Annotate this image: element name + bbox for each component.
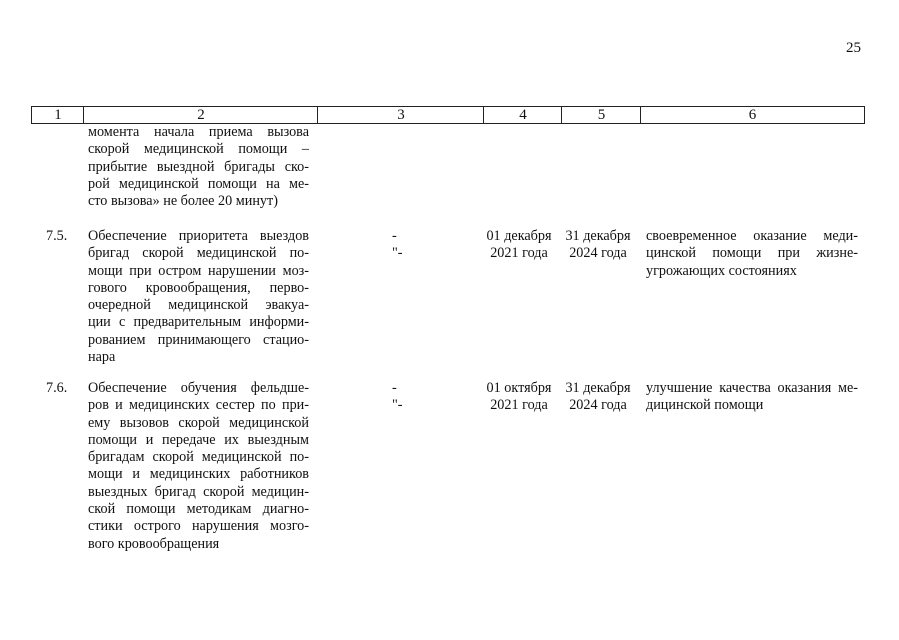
row-result <box>646 380 858 415</box>
date-line: 2021 года <box>490 245 548 262</box>
row-end-date <box>561 228 635 263</box>
date-line: 2021 года <box>490 397 548 414</box>
date-line: 2024 года <box>569 397 627 414</box>
text-line: гового кровообращения, перво- <box>88 279 309 296</box>
text-line: прибытие выездной бригады ско- <box>88 158 309 175</box>
text-line: цинской помощи при жизне- <box>646 245 858 262</box>
date-line: 01 декабря <box>486 228 552 244</box>
row-end-date <box>561 380 635 415</box>
text-line: скорой медицинской помощи – <box>88 141 309 158</box>
row-description <box>88 228 309 366</box>
text-line: улучшение качества оказания ме- <box>646 380 858 396</box>
text-line: рой медицинской помощи на ме- <box>88 175 309 192</box>
text-line: ров и медицинских сестер по при- <box>88 397 309 414</box>
row-start-date <box>480 228 558 263</box>
continuation-text <box>88 124 309 210</box>
text-line: стики острого нарушения мозго- <box>88 518 309 535</box>
table-header-row <box>31 106 865 124</box>
header-cell-3: 3 <box>317 106 484 124</box>
row-executor: -"- <box>392 228 403 262</box>
header-cell-4: 4 <box>483 106 562 124</box>
text-line: мощи при остром нарушении моз- <box>88 262 309 279</box>
text-line: очередной медицинской эвакуа- <box>88 297 309 314</box>
row-executor: -"- <box>392 380 403 414</box>
header-cell-5: 5 <box>561 106 641 124</box>
text-line: ему вызовов скорой медицинской <box>88 414 309 431</box>
text-line: дицинской помощи <box>646 397 764 414</box>
header-cell-1: 1 <box>31 106 84 124</box>
text-line: вого кровообращения <box>88 535 220 552</box>
date-line: 31 декабря <box>565 380 631 396</box>
text-line: угрожающих состояниях <box>646 262 797 279</box>
row-description <box>88 380 309 553</box>
page-number: 25 <box>846 40 861 56</box>
header-cell-6: 6 <box>640 106 865 124</box>
text-line: своевременное оказание меди- <box>646 228 858 244</box>
row-result <box>646 228 858 280</box>
date-line: 31 декабря <box>565 228 631 244</box>
text-line: рованием принимающего стацио- <box>88 331 309 348</box>
text-line: момента начала приема вызова <box>88 124 309 140</box>
text-line: нара <box>88 349 116 366</box>
row-number: 7.6. <box>46 380 68 396</box>
text-line: Обеспечение приоритета выездов <box>88 228 309 244</box>
text-line: помощи и передаче их выездным <box>88 431 309 448</box>
row-number: 7.5. <box>46 228 68 244</box>
header-cell-2: 2 <box>83 106 318 124</box>
text-line: сто вызова» не более 20 минут) <box>88 193 278 210</box>
text-line: мощи и медицинских работников <box>88 466 309 483</box>
text-line: бригадам скорой медицинской по- <box>88 449 309 466</box>
date-line: 2024 года <box>569 245 627 262</box>
text-line: ции с предварительным информи- <box>88 314 309 331</box>
text-line: бригад скорой медицинской по- <box>88 245 309 262</box>
date-line: 01 октября <box>486 380 552 396</box>
text-line: выездных бригад скорой медицин- <box>88 483 309 500</box>
row-start-date <box>480 380 558 415</box>
text-line: ской помощи методикам диагно- <box>88 501 309 518</box>
text-line: Обеспечение обучения фельдше- <box>88 380 309 396</box>
